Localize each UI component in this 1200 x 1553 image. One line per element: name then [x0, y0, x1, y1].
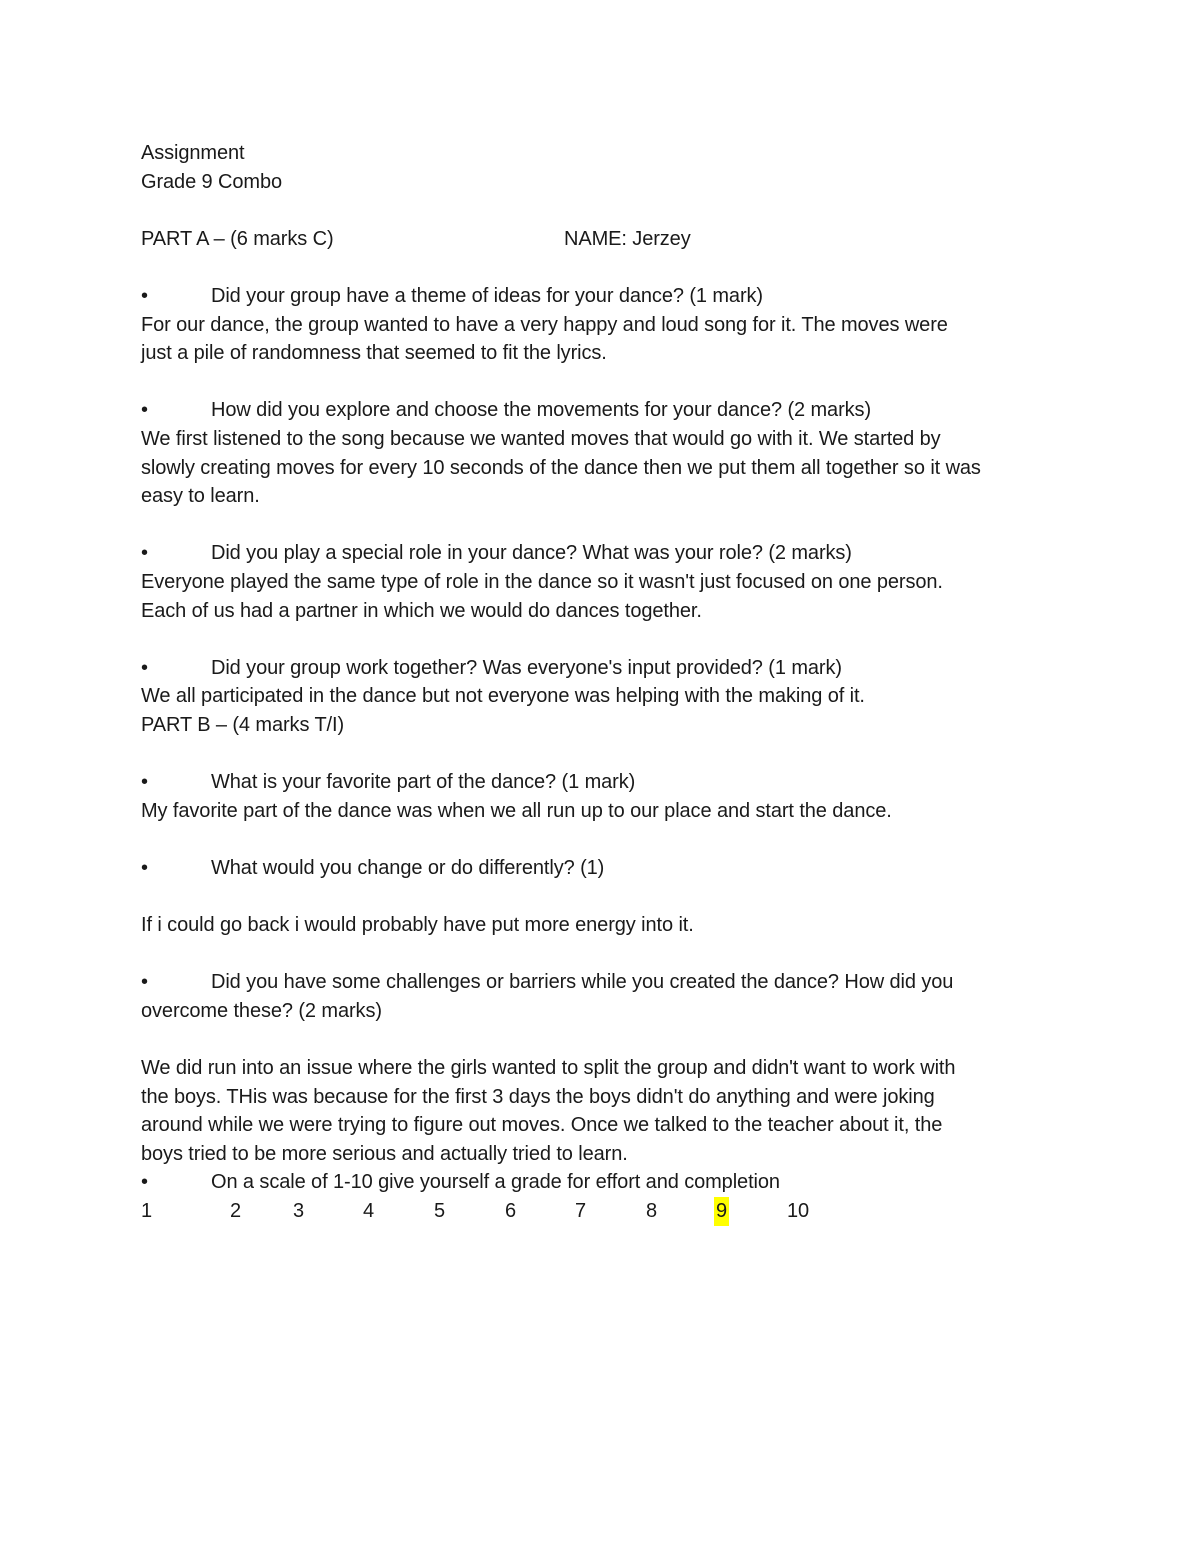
student-name: NAME: Jerzey: [564, 227, 691, 250]
rating-scale-option-10: 10: [787, 1199, 810, 1222]
spacer: [141, 739, 1071, 768]
question-2: [141, 396, 1071, 425]
rating-scale-option-2: 2: [230, 1199, 242, 1222]
part-a-heading: PART A – (6 marks C): [141, 227, 334, 250]
bullet-icon: •: [141, 856, 148, 879]
question-7-text-continued: overcome these? (2 marks): [141, 999, 382, 1022]
answer-7-line: We did run into an issue where the girls wanted to split the group and didn't want to work with: [141, 1057, 956, 1079]
rating-scale-option-9: 9: [714, 1197, 729, 1226]
question-7: [141, 968, 1071, 997]
spacer: [141, 882, 1071, 911]
document-body: [141, 139, 1071, 1226]
rating-scale-option-6: 6: [505, 1199, 517, 1222]
question-5: [141, 768, 1071, 797]
question-2-text: How did you explore and choose the movements for your dance? (2 marks): [211, 399, 872, 422]
rating-scale: [141, 1197, 1071, 1226]
part-b-heading: PART B – (4 marks T/I): [141, 713, 345, 736]
question-8-text: On a scale of 1-10 give yourself a grade for effort and completion: [211, 1171, 780, 1194]
answer-1-line: For our dance, the group wanted to have a very happy and loud song for it. The moves were: [141, 313, 948, 336]
question-4-text: Did your group work together? Was everyone's input provided? (1 mark): [211, 656, 842, 679]
question-1-text: Did your group have a theme of ideas for your dance? (1 mark): [211, 284, 763, 307]
answer-5-line: My favorite part of the dance was when we all run up to our place and start the dance.: [141, 799, 892, 822]
question-4: [141, 654, 1071, 683]
rating-scale-option-5: 5: [434, 1199, 446, 1222]
answer-6-line: If i could go back i would probably have put more energy into it.: [141, 914, 694, 937]
spacer: [141, 368, 1071, 397]
question-5-text: What is your favorite part of the dance? (1 mark): [211, 771, 636, 794]
question-3-text: Did you play a special role in your dance? What was your role? (2 marks): [211, 542, 852, 565]
rating-scale-option-8: 8: [646, 1199, 658, 1222]
spacer: [141, 253, 1071, 282]
answer-2-line: easy to learn.: [141, 485, 260, 508]
question-6: [141, 854, 1071, 883]
bullet-icon: •: [141, 771, 148, 794]
question-7-text: Did you have some challenges or barriers while you created the dance? How did you: [211, 971, 954, 994]
part-a-header-row: [141, 225, 1071, 254]
answer-4-line: We all participated in the dance but not everyone was helping with the making of it.: [141, 685, 865, 708]
bullet-icon: •: [141, 971, 148, 994]
spacer: [141, 1025, 1071, 1054]
spacer: [141, 940, 1071, 969]
bullet-icon: •: [141, 399, 148, 422]
answer-2-line: We first listened to the song because we wanted moves that would go with it. We started by: [141, 427, 941, 450]
bullet-icon: •: [141, 284, 148, 307]
bullet-icon: •: [141, 656, 148, 679]
question-8: [141, 1168, 1071, 1197]
spacer: [141, 625, 1071, 654]
answer-2-line: slowly creating moves for every 10 seconds of the dance then we put them all together so it was: [141, 456, 981, 479]
question-3: [141, 539, 1071, 568]
answer-7-line: the boys. THis was because for the first 3 days the boys didn't do anything and were joking: [141, 1085, 935, 1108]
bullet-icon: •: [141, 1171, 148, 1194]
rating-scale-option-4: 4: [363, 1199, 375, 1222]
rating-scale-option-1: 1: [141, 1199, 153, 1222]
spacer: [141, 196, 1071, 225]
answer-3-line: Everyone played the same type of role in the dance so it wasn't just focused on one person.: [141, 570, 943, 593]
spacer: [141, 825, 1071, 854]
answer-7-line: boys tried to be more serious and actually tried to learn.: [141, 1142, 628, 1165]
document-subtitle: Grade 9 Combo: [141, 170, 282, 193]
answer-7-line: around while we were trying to figure out moves. Once we talked to the teacher about it, the: [141, 1114, 943, 1137]
question-1: [141, 282, 1071, 311]
rating-scale-option-3: 3: [293, 1199, 305, 1222]
rating-scale-option-7: 7: [575, 1199, 587, 1222]
question-6-text: What would you change or do differently? (1): [211, 856, 605, 879]
bullet-icon: •: [141, 542, 148, 565]
document-title: Assignment: [141, 142, 245, 164]
spacer: [141, 511, 1071, 540]
answer-3-line: Each of us had a partner in which we would do dances together.: [141, 599, 702, 622]
answer-1-line: just a pile of randomness that seemed to fit the lyrics.: [141, 342, 607, 365]
